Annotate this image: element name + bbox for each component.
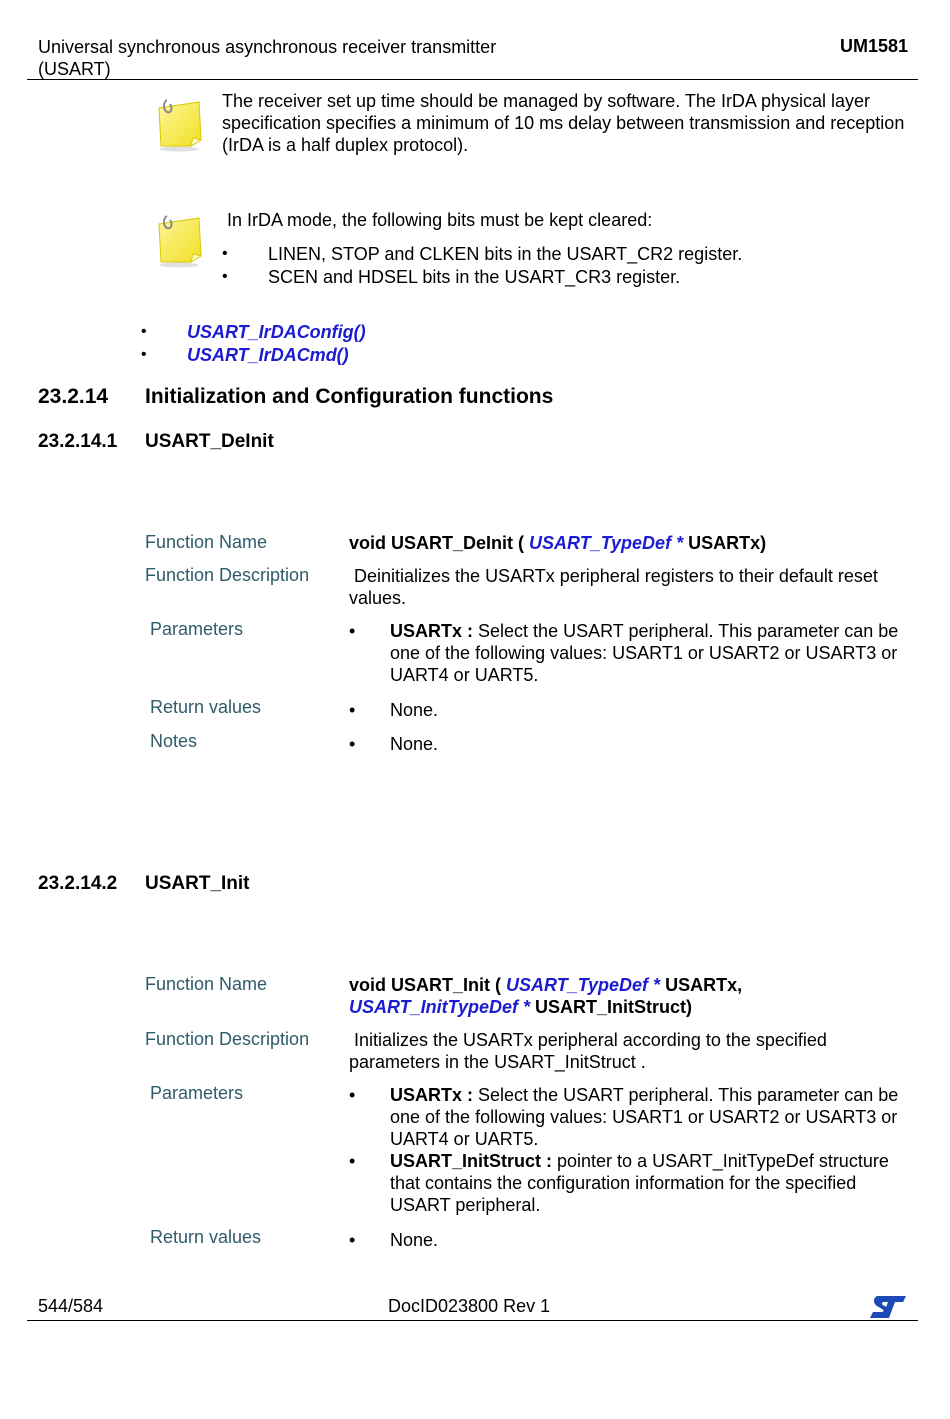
label-function-description: Function Description	[145, 565, 310, 585]
label-notes: Notes	[150, 731, 198, 751]
note-text: In IrDA mode, the following bits must be kept cleared:	[227, 210, 653, 230]
header-rule	[27, 79, 918, 80]
return-value-text: None.	[390, 700, 439, 720]
parameter-item	[349, 1150, 909, 1216]
section-number: 23.2.14	[38, 385, 109, 408]
function-description: Initializes the USARTx peripheral according to the specified parameters in the USART_InitStruct .	[349, 1030, 827, 1072]
bullet: •	[349, 621, 356, 641]
parameter-text: Select the USART peripheral. This parameter can be one of the following values: USART1 or USART2 or USART3 or UART4 or UART5.	[390, 621, 899, 685]
list-item: • None.	[349, 1230, 439, 1250]
link-usart-irdaconfig[interactable]: USART_IrDAConfig()	[187, 322, 366, 342]
notes-value-text: None.	[390, 734, 439, 754]
parameter-text: Select the USART peripheral. This parameter can be one of the following values: USART1 or USART2 or USART3 or UART4 or UART5.	[390, 1085, 899, 1149]
parameters-list	[349, 1084, 909, 1216]
label-function-name: Function Name	[145, 974, 268, 994]
label-function-description: Function Description	[145, 1029, 310, 1049]
note-text: The receiver set up time should be managed by software. The IrDA physical layer specification specifies a minimum of 10 ms delay between transmission and reception (IrDA is a half duplex protocol).	[222, 91, 905, 155]
list-item	[141, 321, 641, 344]
st-logo-icon	[868, 1294, 908, 1320]
label-parameters: Parameters	[150, 1083, 244, 1103]
signature-arg: USARTx,	[665, 975, 743, 995]
footer-doc-id: DocID023800 Rev 1	[388, 1296, 551, 1316]
function-number: 23.2.14.2	[38, 873, 118, 894]
list-item: • LINEN, STOP and CLKEN bits in the USART_CR2 register.	[222, 243, 912, 266]
function-signature	[349, 532, 914, 554]
bullet: •	[349, 1151, 356, 1171]
function-signature	[349, 974, 914, 1018]
signature-arg: USARTx)	[688, 533, 767, 553]
parameter-name: USARTx :	[390, 1085, 474, 1105]
type-link[interactable]: USART_InitTypeDef *	[349, 997, 531, 1017]
note-icon	[153, 212, 205, 268]
note-bullet-list	[222, 243, 912, 288]
notes-values	[349, 733, 914, 755]
label-function-name: Function Name	[145, 532, 268, 552]
function-number: 23.2.14.1	[38, 431, 118, 452]
footer-page-number: 544/584	[38, 1296, 104, 1316]
footer-rule	[27, 1320, 918, 1321]
bullet: •	[349, 1085, 356, 1105]
list-item: • None.	[349, 734, 439, 754]
function-title: USART_Init	[145, 873, 250, 894]
link-usart-irdacmd[interactable]: USART_IrDACmd()	[187, 344, 349, 365]
signature-prefix: void USART_DeInit (	[349, 533, 525, 553]
return-values	[349, 699, 914, 721]
return-values	[349, 1229, 914, 1251]
type-link[interactable]: USART_TypeDef *	[506, 975, 661, 995]
label-return-values: Return values	[150, 1227, 262, 1247]
return-value-text: None.	[390, 1230, 439, 1250]
signature-prefix: void USART_Init (	[349, 975, 501, 995]
label-return-values: Return values	[150, 697, 262, 717]
note-icon	[153, 96, 205, 152]
signature-arg: USART_InitStruct)	[535, 997, 693, 1017]
list-item	[141, 344, 641, 367]
function-description: Deinitializes the USARTx peripheral registers to their default reset values.	[349, 566, 878, 608]
header-doc-code: UM1581	[839, 36, 908, 56]
list-item: • None.	[349, 700, 439, 720]
header-section-title: Universal synchronous asynchronous receiver transmitter (USART)	[38, 37, 497, 79]
parameter-item	[349, 620, 909, 686]
label-parameters: Parameters	[150, 619, 244, 639]
function-link-list	[141, 321, 641, 366]
function-title: USART_DeInit	[145, 431, 274, 452]
parameters-list	[349, 620, 909, 686]
parameter-item	[349, 1084, 909, 1150]
parameter-name: USARTx :	[390, 621, 474, 641]
list-item: • SCEN and HDSEL bits in the USART_CR3 register.	[222, 266, 912, 289]
parameter-text: pointer to a USART_InitTypeDef structure that contains the configuration information for the specified USART peripheral.	[390, 1151, 889, 1215]
section-title: Initialization and Configuration functions	[145, 385, 554, 408]
type-link[interactable]: USART_TypeDef *	[529, 533, 684, 553]
parameter-name: USART_InitStruct :	[390, 1151, 552, 1171]
